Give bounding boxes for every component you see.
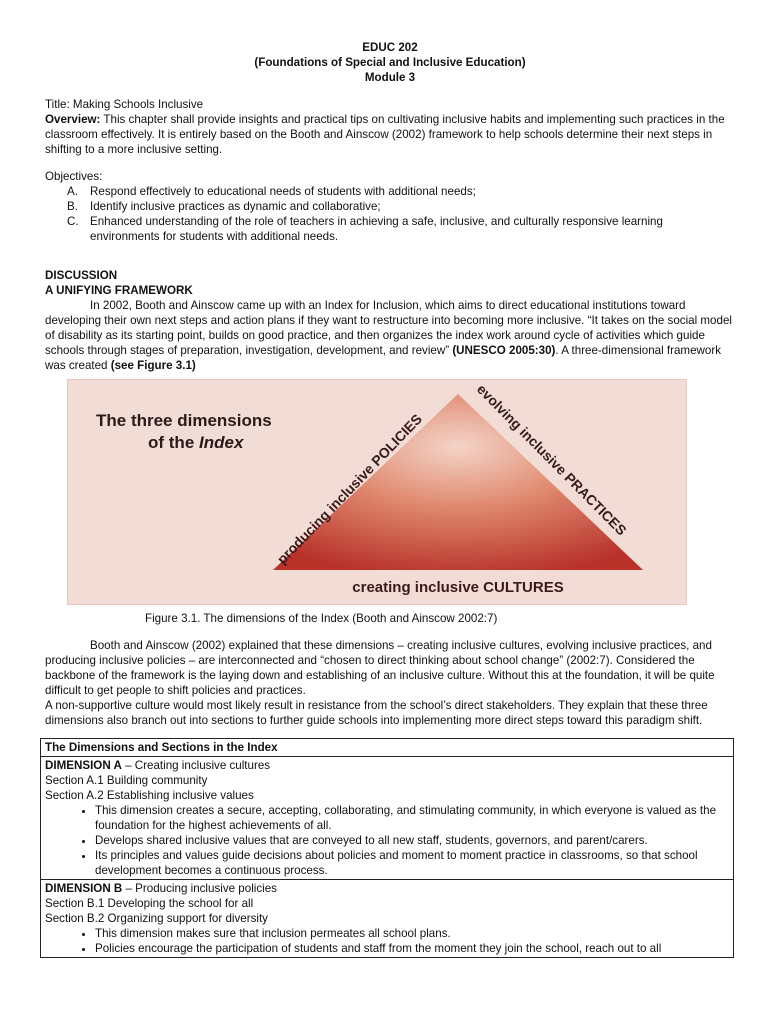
bullet-list xyxy=(45,803,729,878)
objective-letter: B. xyxy=(67,200,78,213)
objective-letter: A. xyxy=(67,185,78,198)
policies-label: producing inclusive POLICIES xyxy=(273,410,426,568)
module-number: Module 3 xyxy=(364,71,416,84)
overview-text: This chapter shall provide insights and practical tips on cultivating inclusive habits and implementing such practices in the classroom effectively. It is entirely based on the Booth and Ainscow (2002) framework to help schools determine their next steps in shifting to a more inclusive setting. xyxy=(45,113,725,156)
table-row xyxy=(41,880,734,958)
dimension-a-title xyxy=(45,758,729,773)
dimension-b-cell xyxy=(41,880,734,958)
dimension-b-title xyxy=(45,881,729,896)
objective-item xyxy=(45,199,735,214)
list-item: • Its principles and values guide decisions about policies and moment to moment practice in classrooms, so that school development becomes a continuous process. xyxy=(95,848,729,878)
dimension-a-cell xyxy=(41,757,734,880)
title-text: Making Schools Inclusive xyxy=(69,98,204,111)
table-header-row xyxy=(41,739,734,757)
section-line: Section B.1 Developing the school for all xyxy=(45,897,254,910)
dimension-label: DIMENSION B xyxy=(45,882,123,895)
unesco-citation: (UNESCO 2005:30) xyxy=(452,344,556,357)
overview-label: Overview: xyxy=(45,113,101,126)
objective-item xyxy=(45,184,735,199)
figure-caption: Figure 3.1. The dimensions of the Index (Booth and Ainscow 2002:7) xyxy=(145,612,498,625)
figure-title-line1: The three dimensions xyxy=(96,411,272,430)
bullet-list xyxy=(45,926,729,956)
table-row xyxy=(41,757,734,880)
list-item: • This dimension makes sure that inclusion permeates all school plans. xyxy=(95,926,729,941)
objective-text: Respond effectively to educational needs of students with additional needs; xyxy=(90,185,476,198)
list-item: • This dimension creates a secure, accepting, collaborating, and stimulating community, in which everyone is valued as the foundation for the highest achievements of all. xyxy=(95,803,729,833)
objective-item xyxy=(45,214,735,244)
course-code: EDUC 202 xyxy=(362,41,418,54)
list-item: • Develops shared inclusive values that are conveyed to all new staff, students, governors, and parent/carers. xyxy=(95,833,729,848)
overview-paragraph xyxy=(45,112,735,157)
figure-reference: (see Figure 3.1) xyxy=(110,359,196,372)
framework-heading: A UNIFYING FRAMEWORK xyxy=(45,284,193,297)
dimensions-table xyxy=(40,738,734,958)
section-line: Section A.1 Building community xyxy=(45,774,208,787)
dimension-title: – Producing inclusive policies xyxy=(122,882,277,895)
objectives-heading: Objectives: xyxy=(45,170,103,183)
triangle-diagram xyxy=(68,380,686,604)
discussion-heading: DISCUSSION xyxy=(45,269,118,282)
practices-label: evolving inclusive PRACTICES xyxy=(473,380,630,539)
figure-title-prefix: of the xyxy=(148,433,199,452)
figure-title-italic: Index xyxy=(199,433,244,452)
body-paragraph: Booth and Ainscow (2002) explained that these dimensions – creating inclusive cultures, evolving inclusive practices, and producing inclusive policies – are interconnected and “chosen to direct thinking about school change” (2002:7). Considered the backbone of the framework is the laying down and establishing of an inclusive culture. Without this at the foundation, it will be quite difficult to get people to shift policies and practices. xyxy=(45,639,715,697)
title-line xyxy=(45,97,735,112)
section-line: Section A.2 Establishing inclusive values xyxy=(45,789,254,802)
document-page xyxy=(45,40,735,958)
paragraph-text: . A three-dimensional framework was created xyxy=(45,344,722,372)
triangle-shape xyxy=(273,394,643,570)
title-label: Title: xyxy=(45,98,70,111)
course-subtitle: (Foundations of Special and Inclusive Education) xyxy=(254,56,526,69)
figure-title-line2 xyxy=(148,433,245,452)
dimension-title: – Creating inclusive cultures xyxy=(121,759,271,772)
body-paragraph: A non-supportive culture would most likely result in resistance from the school’s direct stakeholders. They explain that these three dimensions also branch out into sections to further guide schools into implementing more direct steps toward this paradigm shift. xyxy=(45,699,708,727)
framework-paragraph xyxy=(45,298,735,373)
list-item: • Policies encourage the participation of students and staff from the moment they join the school, reach out to all xyxy=(95,941,729,956)
cultures-label: creating inclusive CULTURES xyxy=(352,579,564,596)
objective-letter: C. xyxy=(67,215,79,228)
section-line: Section B.2 Organizing support for diversity xyxy=(45,912,268,925)
objective-text: Enhanced understanding of the role of teachers in achieving a safe, inclusive, and culturally responsive learning environments for students with additional needs. xyxy=(90,215,663,243)
index-dimensions-figure xyxy=(67,379,687,605)
objective-text: Identify inclusive practices as dynamic and collaborative; xyxy=(90,200,381,213)
table-header: The Dimensions and Sections in the Index xyxy=(41,739,734,757)
paragraph-text: In 2002, Booth and Ainscow came up with an Index for Inclusion, which aims to direct educational institutions toward developing their own next steps and action plans if they want to restructure into becoming more inclusive. “It takes on the social model of disability as its starting point, builds on good practice, and then organizes the index work around cycle of activities which guide schools through stages of preparation, investigation, development, and review” xyxy=(45,299,732,357)
dimension-label: DIMENSION A xyxy=(45,759,122,772)
